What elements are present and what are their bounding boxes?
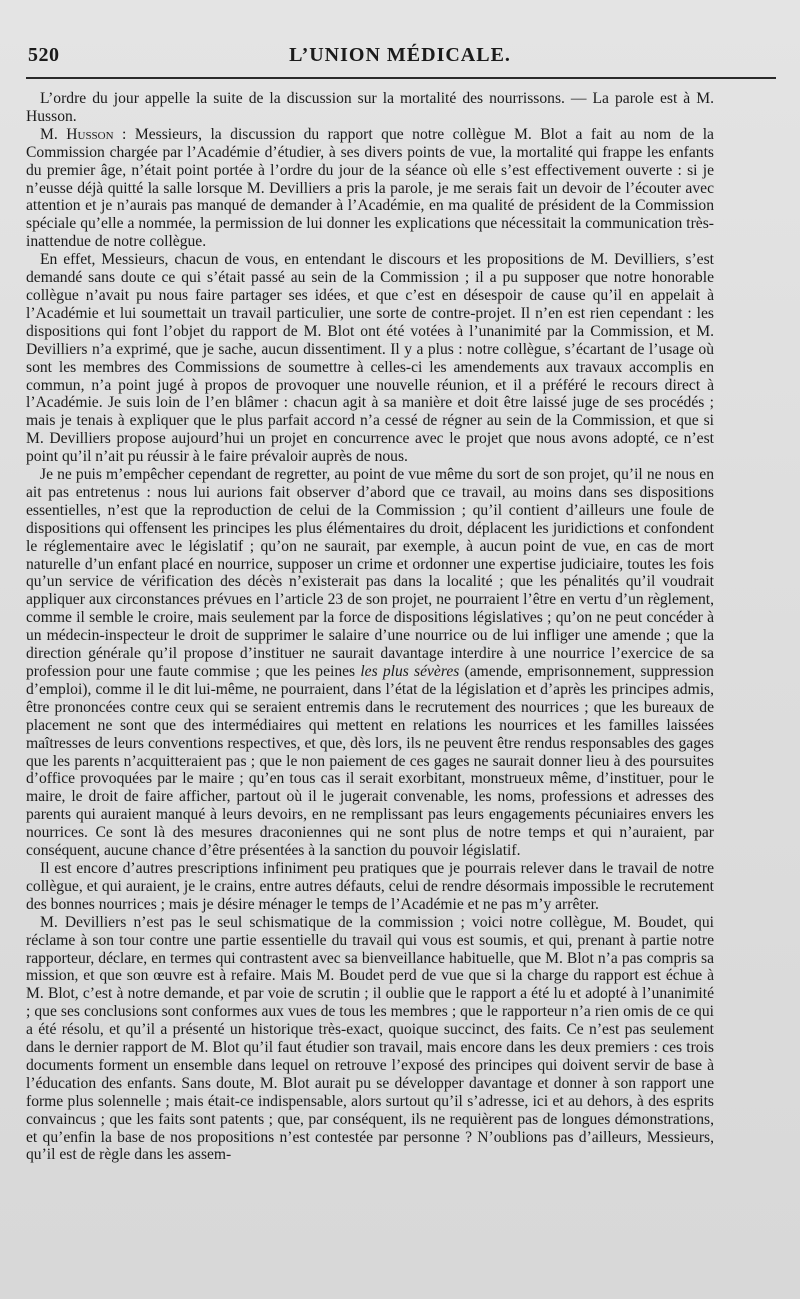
paragraph-en-effet: En effet, Messieurs, chacun de vous, en entendant le discours et les propositions de M. Devilliers, s’est demandé sans doute ce qui s’était passé au sein de la Commission ; il a pu supposer que notre honorable collègue n’avait pu nous faire partager ses idées, et que c’est en désespoir de cause qu’il en appelait à l’Académie et lui soumettait un travail particulier, une sorte de contre-projet. Il n’en est rien cependant : les dispositions qui font l’objet du rapport de M. Blot ont été votées à l’unanimité par la Commission, et M. Devilliers n’a exprimé, que je sache, aucun dissentiment. Il y a plus : notre collègue, s’écartant de l’usage où sont les membres des Commissions de soumettre à celles-ci les amendements aux travaux accomplis en commun, n’a point jugé à propos de provoquer une nouvelle réunion, et il a préféré le recours direct à l’Académie. Je suis loin de l’en blâmer : chacun agit à sa manière et doit être laissé juge de ses procédés ; mais je tenais à expliquer que le plus parfait accord n’a cessé de régner au sein de la Commission, et que si M. Devilliers propose aujourd’hui un projet en concurrence avec le projet que nous avons adopté, ce n’est point qu’il n’ait pu réussir à le faire prévaloir auprès de nous.	[26, 251, 714, 466]
paragraph-husson-opening: M. Husson : Messieurs, la discussion du rapport que notre collègue M. Blot a fait au nom de la Commission chargée par l’Académie d’étudier, à ses divers points de vue, la mortalité qui frappe les enfants du premier âge, n’était point portée à l’ordre du jour de la séance où elle s’est effectivement ouverte : si je n’eusse déjà quitté la salle lorsque M. Devilliers a pris la parole, je me serais fait un devoir de l’écouter avec attention et je n’aurais pas manqué de demander à l’Académie, en ma qualité de président de la Commission spéciale qu’elle a nommée, la permission de lui donner les explications que nécessitait la communication très-inattendue de notre collègue.	[26, 125, 714, 251]
page-number: 520	[28, 44, 60, 66]
running-head	[24, 44, 776, 72]
journal-title: L’UNION MÉDICALE.	[289, 44, 511, 66]
body-text	[26, 90, 714, 1164]
header-rule	[26, 77, 776, 79]
paragraph-agenda: L’ordre du jour appelle la suite de la discussion sur la mortalité des nourrissons. — La parole est à M. Husson.	[26, 90, 714, 125]
italic-phrase: les plus sévères	[360, 663, 460, 680]
speaker-name: M. Husson	[40, 125, 114, 143]
paragraph-schismatique: M. Devilliers n’est pas le seul schismatique de la commission ; voici notre collègue, M. Boudet, qui réclame à son tour contre une partie essentielle du travail qui vous est soumis, et qui, prenant à partie notre rapporteur, déclare, en termes qui contrastent avec sa bienveillance habituelle, que M. Blot n’a pas compris sa mission, et que son œuvre est à refaire. Mais M. Boudet perd de vue que si la charge du rapport est échue à M. Blot, c’est à notre demande, et par voie de scrutin ; il oublie que le rapport a été lu et adopté à l’unanimité ; que ses conclusions sont conformes aux vues de tous les membres ; que le rapporteur n’a rien omis de ce qui a été résolu, et qu’il a présenté un historique très-exact, quoique succinct, des faits. Ce n’est pas seulement dans le dernier rapport de M. Blot qu’il faut étudier son travail, mais encore dans les deux premiers : ces trois documents forment un ensemble dans lequel on retrouve l’exposé des principes qui doivent servir de base à l’éducation des enfants. Sans doute, M. Blot aurait pu se développer davantage et donner à son rapport une forme plus solennelle ; mais était-ce indispensable, alors surtout qu’il s’adresse, ici et au dehors, à des esprits convaincus ; que les faits sont patents ; que, par conséquent, ils ne requièrent pas de longues démonstrations, et qu’enfin la base de nos propositions n’est contestée par personne ? N’oublions pas d’ailleurs, Messieurs, qu’il est de règle dans les assem-	[26, 913, 714, 1164]
paragraph-regret: Je ne puis m’empêcher cependant de regretter, au point de vue même du sort de son projet, qu’il ne nous en ait pas entretenus : nous lui aurions fait observer d’abord que ce travail, au moins dans ses dispositions essentielles, n’est que la reproduction de celui de la Commission ; qu’il contient d’ailleurs une foule de dispositions qui offensent les principes les plus élémentaires du droit, déplacent les juridictions et confondent le réglementaire avec le législatif ; qu’on ne saurait, par exemple, à aucun point de vue, en cas de mort naturelle d’un enfant placé en nourrice, supposer un crime et ordonner une expertise judiciaire, toutes les fois qu’un service de vérification des décès n’existerait pas dans la localité ; que les pénalités qu’il voudrait appliquer aux circonstances prévues en l’article 23 de son projet, ne pourraient l’être en vertu d’un règlement, comme il semble le croire, mais seulement par la force de dispositions législatives ; qu’on ne peut concéder à un médecin-inspecteur le droit de supprimer le salaire d’une nourrice ou de lui infliger une amende ; que la direction générale qu’il propose d’instituer ne saurait davantage interdire à une nourrice l’exercice de sa profession pour une faute commise ; que les peines les plus sévères (amende, emprisonnement, suppression d’emploi), comme il le dit lui-même, ne pourraient, dans l’état de la législation et d’après les principes admis, être prononcées contre ceux qui se seraient entremis dans le recrutement des nourrices ; que les bureaux de placement ne sont que des intermédiaires qui mettent en relations les nourrices et les familles laissées maîtresses de leurs conventions respectives, et que, dès lors, ils ne peuvent être rendus responsables des gages que les parents n’acquitteraient pas ; que le non paiement de ces gages ne saurait donner lieu à des poursuites d’office provoquées par le maire ; qu’en tous cas il serait exorbitant, monstrueux même, d’instituer, pour le maire, le droit de faire afficher, partout où il le jugerait convenable, les noms, professions et adresses des parents qui auraient manqué à leurs devoirs, en ne remplissant pas leurs engagements pécuniaires envers les nourrices. Ce sont là des mesures draconiennes qui ne sont plus de notre temps et qui n’auraient, par conséquent, aucune chance d’être présentées à la sanction du pouvoir législatif.	[26, 466, 714, 860]
paragraph-prescriptions: Il est encore d’autres prescriptions infiniment peu pratiques que je pourrais relever dans le travail de notre collègue, et qui auraient, je le crains, entre autres défauts, celui de rendre désormais impossible le recrutement des bonnes nourrices ; mais je désire ménager le temps de l’Académie et ne pas m’y arrêter.	[26, 859, 714, 913]
